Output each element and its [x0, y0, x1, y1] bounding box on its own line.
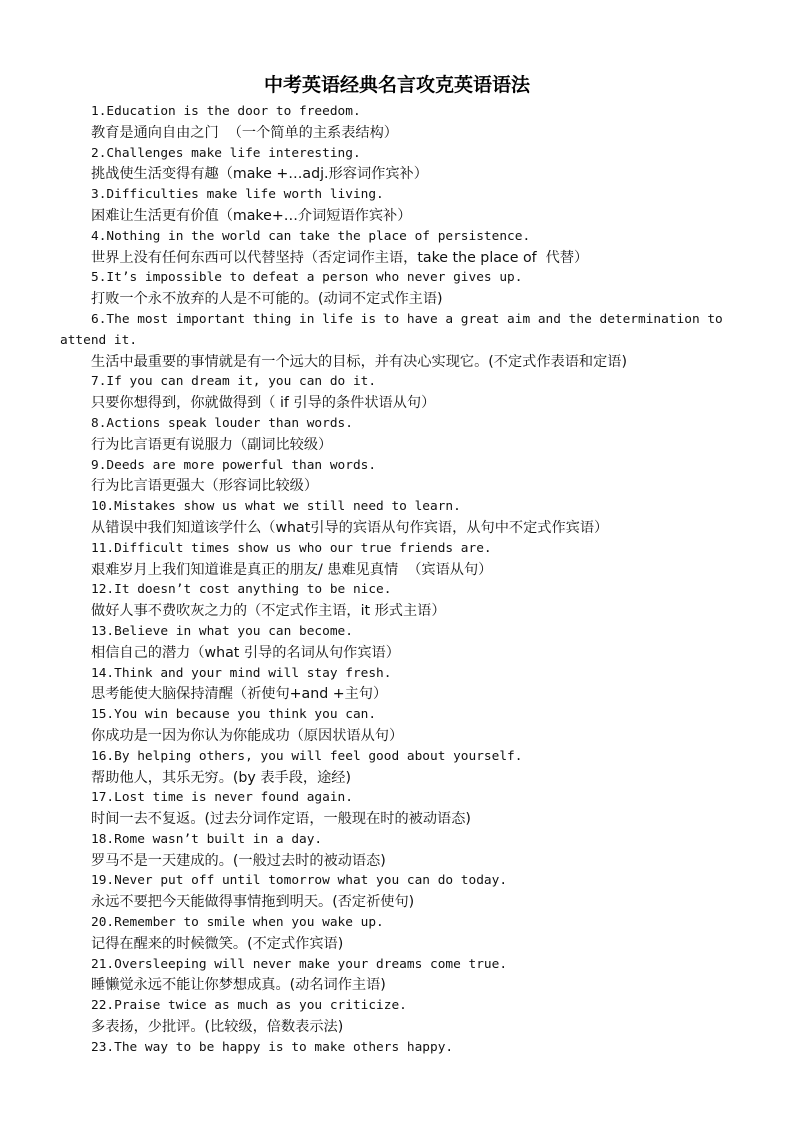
quote-english: 10.Mistakes show us what we still need to learn. — [91, 499, 461, 515]
quote-english: 17.Lost time is never found again. — [91, 790, 353, 806]
quote-english: 22.Praise twice as much as you criticize. — [91, 998, 407, 1014]
quote-english: 4.Nothing in the world can take the place of persistence. — [91, 228, 531, 244]
quote-chinese: 帮助他人，其乐无穷。(by 表手段，途经) — [91, 769, 351, 786]
quote-english: 2.Challenges make life interesting. — [91, 145, 361, 161]
quote-chinese: 困难让生活更有价值（make+…介词短语作宾补） — [91, 207, 412, 224]
quote-chinese: 做好人事不费吹灰之力的（不定式作主语，it 形式主语） — [91, 603, 446, 620]
quote-chinese: 你成功是一因为你认为你能成功（原因状语从句） — [91, 727, 404, 744]
quote-english: 12.It doesn’t cost anything to be nice. — [91, 582, 392, 598]
quote-chinese: 生活中最重要的事情就是有一个远大的目标，并有决心实现它。(不定式作表语和定语) — [91, 353, 628, 370]
quote-english: 7.If you can dream it, you can do it. — [91, 374, 377, 390]
quote-chinese: 时间一去不复返。(过去分词作定语，一般现在时的被动语态) — [91, 811, 471, 828]
quote-chinese: 行为比言语更强大（形容词比较级） — [91, 478, 319, 495]
quote-english: 5.It’s impossible to defeat a person who never gives up. — [91, 270, 523, 286]
quote-chinese: 教育是通向自由之门 （一个简单的主系表结构） — [91, 124, 398, 141]
quote-chinese: 行为比言语更有说服力（副词比较级） — [91, 436, 333, 453]
document-title: 中考英语经典名言攻克英语语法 — [263, 74, 530, 96]
quote-chinese: 从错误中我们知道该学什么（what引导的宾语从句作宾语，从句中不定式作宾语） — [91, 519, 609, 536]
quote-english: 1.Education is the door to freedom. — [91, 104, 361, 119]
quote-chinese: 世界上没有任何东西可以代替坚持（否定词作主语，take the place of 代替） — [91, 249, 589, 266]
quote-english: 19.Never put off until tomorrow what you can do today. — [91, 873, 508, 889]
quote-list — [60, 102, 750, 1059]
quote-chinese: 罗马不是一天建成的。(一般过去时的被动语态) — [91, 852, 386, 869]
quote-english: 13.Believe in what you can become. — [91, 623, 353, 639]
quote-chinese: 多表扬，少批评。(比较级，倍数表示法) — [91, 1019, 344, 1036]
quote-chinese: 艰难岁月上我们知道谁是真正的朋友/ 患难见真情 （宾语从句） — [91, 561, 493, 578]
quote-english: 11.Difficult times show us who our true friends are. — [91, 540, 492, 556]
quote-english-continued: attend it. — [60, 332, 138, 348]
quote-chinese: 睡懒觉永远不能让你梦想成真。(动名词作主语) — [91, 977, 386, 994]
quote-chinese: 永远不要把今天能做得事情拖到明天。(否定祈使句) — [91, 894, 415, 911]
quote-chinese: 思考能使大脑保持清醒（祈使句+and +主句） — [91, 686, 388, 703]
quote-chinese: 相信自己的潜力（what 引导的名词从句作宾语） — [91, 644, 400, 661]
quote-english: 9.Deeds are more powerful than words. — [91, 457, 377, 473]
quote-chinese: 挑战使生活变得有趣（make +…adj.形容词作宾补） — [91, 166, 428, 183]
quote-chinese: 记得在醒来的时候微笑。(不定式作宾语) — [91, 935, 344, 952]
quote-english: 21.Oversleeping will never make your dreams come true. — [91, 956, 508, 972]
quote-english: 6.The most important thing in life is to have a great aim and the determination to — [91, 311, 723, 327]
quote-english: 18.Rome wasn’t built in a day. — [91, 831, 323, 847]
quote-english: 14.Think and your mind will stay fresh. — [91, 665, 392, 681]
quote-english: 20.Remember to smile when you wake up. — [91, 915, 384, 931]
quote-english: 15.You win because you think you can. — [91, 707, 377, 723]
quote-chinese: 打败一个永不放弃的人是不可能的。(动词不定式作主语) — [91, 291, 443, 308]
quote-english: 23.The way to be happy is to make others happy. — [91, 1039, 454, 1055]
quote-chinese: 只要你想得到，你就做得到（ if 引导的条件状语从句） — [91, 395, 436, 412]
quote-english: 3.Difficulties make life worth living. — [91, 187, 384, 203]
quote-english: 16.By helping others, you will feel good about yourself. — [91, 748, 523, 764]
quote-english: 8.Actions speak louder than words. — [91, 415, 353, 431]
